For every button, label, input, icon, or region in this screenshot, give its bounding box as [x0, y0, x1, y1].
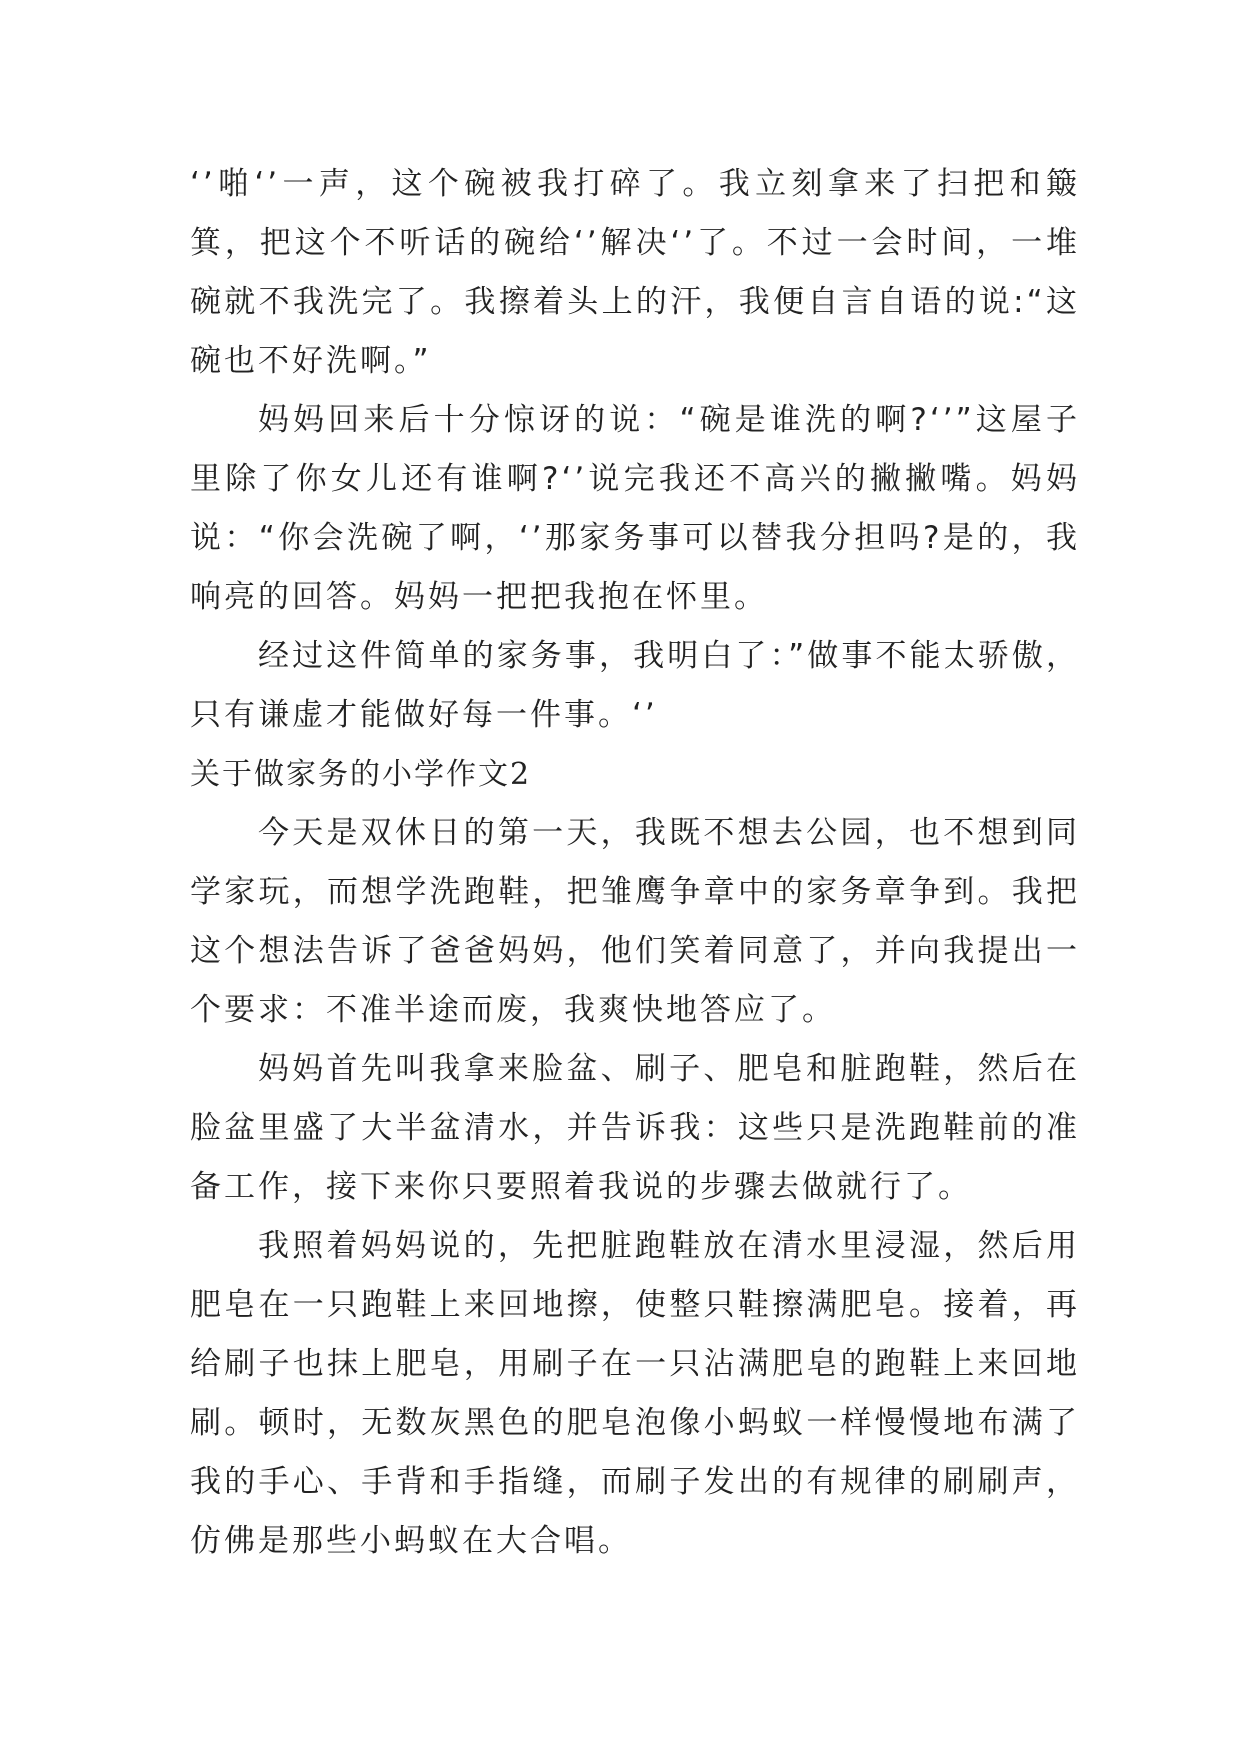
document-body [190, 155, 1080, 1571]
paragraph: 我照着妈妈说的，先把脏跑鞋放在清水里浸湿，然后用肥皂在一只跑鞋上来回地擦，使整只鞋擦满肥皂。接着，再给刷子也抹上肥皂，用刷子在一只沾满肥皂的跑鞋上来回地刷。顿时，无数灰黑色的肥皂泡像小蚂蚁一样慢慢地布满了我的手心、手背和手指缝，而刷子发出的有规律的刷刷声，仿佛是那些小蚂蚁在大合唱。 [190, 1228, 1080, 1559]
section-title: 关于做家务的小学作文2 [190, 757, 532, 792]
paragraph: 今天是双休日的第一天，我既不想去公园，也不想到同学家玩，而想学洗跑鞋，把雏鹰争章中的家务章争到。我把这个想法告诉了爸爸妈妈，他们笑着同意了，并向我提出一个要求：不准半途而废，我爽快地答应了。 [190, 815, 1080, 1028]
paragraph: 妈妈回来后十分惊讶的说：“碗是谁洗的啊?‘’”这屋子里除了你女儿还有谁啊?‘’说完我还不高兴的撇撇嘴。妈妈说：“你会洗碗了啊，‘’那家务事可以替我分担吗?是的，我响亮的回答。妈妈一把把我抱在怀里。 [190, 402, 1080, 615]
paragraph: 妈妈首先叫我拿来脸盆、刷子、肥皂和脏跑鞋，然后在脸盆里盛了大半盆清水，并告诉我：这些只是洗跑鞋前的准备工作，接下来你只要照着我说的步骤去做就行了。 [190, 1051, 1080, 1205]
paragraph: 经过这件简单的家务事，我明白了：”做事不能太骄傲，只有谦虚才能做好每一件事。‘’ [190, 638, 1080, 733]
paragraph: ‘’啪‘’一声，这个碗被我打碎了。我立刻拿来了扫把和簸箕，把这个不听话的碗给‘’解决‘’了。不过一会时间，一堆碗就不我洗完了。我擦着头上的汗，我便自言自语的说:“这碗也不好洗啊。” [190, 166, 1080, 379]
